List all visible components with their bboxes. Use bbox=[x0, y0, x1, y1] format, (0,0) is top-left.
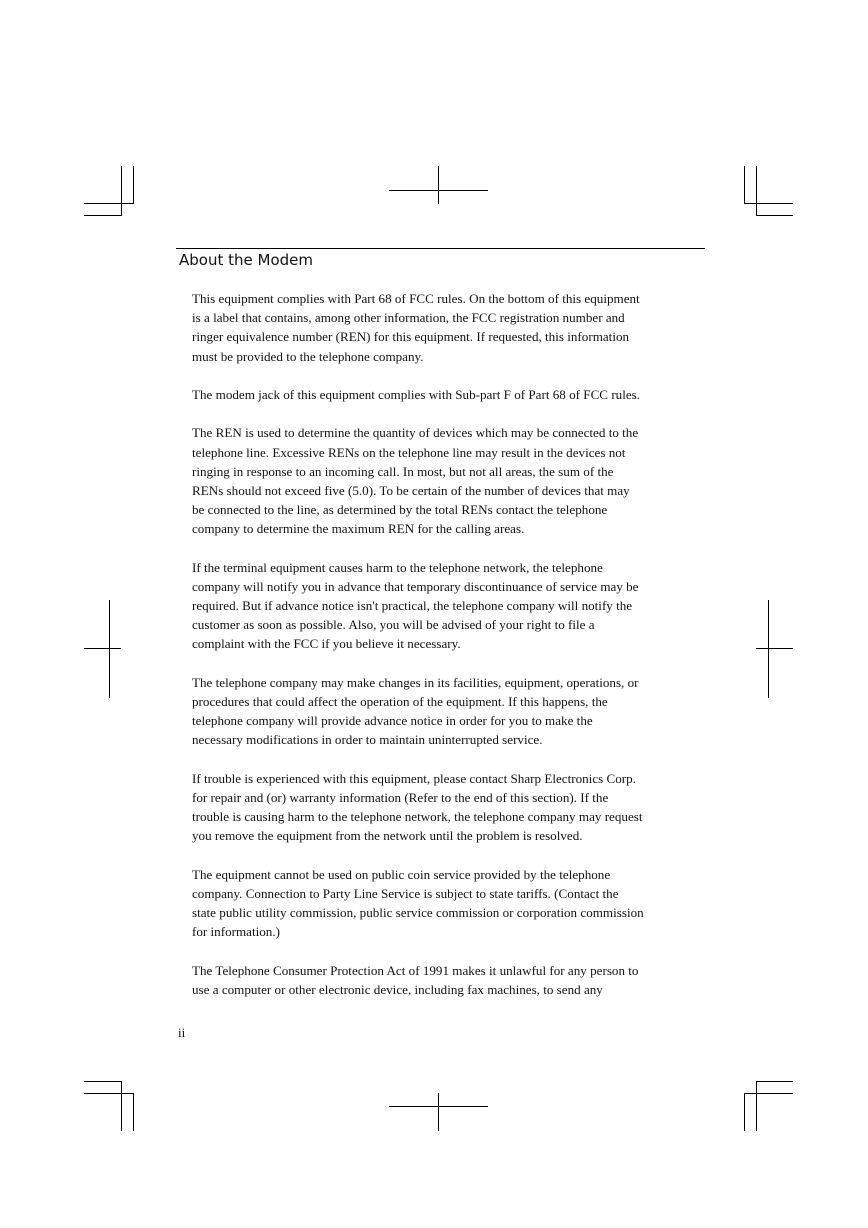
text-line: The REN is used to determine the quantity of devices which may be connected to the bbox=[192, 425, 639, 441]
text-line: If the terminal equipment causes harm to the telephone network, the telephone bbox=[192, 559, 603, 575]
text-line: is a label that contains, among other information, the FCC registration number and bbox=[192, 310, 625, 326]
text-line: The modem jack of this equipment complies with Sub-part F of Part 68 of FCC rules. bbox=[192, 386, 641, 402]
text-line: customer as soon as possible. Also, you will be advised of your right to file a bbox=[192, 617, 595, 633]
paragraph bbox=[192, 558, 704, 654]
text-line: The telephone company may make changes in its facilities, equipment, operations, or bbox=[192, 674, 639, 690]
text-line: required. But if advance notice isn't practical, the telephone company will notify the bbox=[192, 598, 633, 613]
text-line: be connected to the line, as determined by the total RENs contact the telephone bbox=[192, 502, 608, 518]
text-line: The Telephone Consumer Protection Act of 1991 makes it unlawful for any person to bbox=[192, 962, 639, 978]
paragraph bbox=[192, 961, 704, 999]
text-line: must be provided to the telephone company. bbox=[192, 348, 424, 364]
section-title: About the Modem bbox=[179, 251, 313, 269]
page-number: ii bbox=[178, 1025, 186, 1040]
text-line: If trouble is experienced with this equipment, please contact Sharp Electronics Corp. bbox=[192, 770, 636, 786]
text-line: company. Connection to Party Line Service is subject to state tariffs. (Contact the bbox=[192, 885, 619, 901]
paragraph bbox=[192, 769, 704, 846]
text-line: company will notify you in advance that temporary discontinuance of service may be bbox=[192, 578, 639, 594]
text-line: procedures that could affect the operation of the equipment. If this happens, the bbox=[192, 693, 608, 709]
text-line: ringing in response to an incoming call. In most, but not all areas, the sum of the bbox=[192, 463, 614, 479]
text-line: ringer equivalence number (REN) for this equipment. If requested, this information bbox=[192, 329, 630, 345]
paragraph bbox=[192, 289, 704, 366]
text-line: for information.) bbox=[192, 924, 280, 940]
text-line: This equipment complies with Part 68 of FCC rules. On the bottom of this equipment bbox=[192, 291, 640, 306]
text-line: necessary modifications in order to maintain uninterrupted service. bbox=[192, 732, 543, 748]
text-line: RENs should not exceed five (5.0). To be certain of the number of devices that may bbox=[192, 482, 630, 498]
paragraph bbox=[192, 385, 704, 404]
text-line: telephone line. Excessive RENs on the telephone line may result in the devices not bbox=[192, 444, 626, 460]
paragraph bbox=[192, 423, 704, 538]
paragraph bbox=[192, 673, 704, 750]
section-rule bbox=[176, 248, 705, 249]
text-line: The equipment cannot be used on public coin service provided by the telephone bbox=[192, 866, 611, 882]
text-line: telephone company will provide advance notice in order for you to make the bbox=[192, 713, 593, 729]
text-line: complaint with the FCC if you believe it necessary. bbox=[192, 636, 461, 652]
text-line: use a computer or other electronic device, including fax machines, to send any bbox=[192, 981, 603, 997]
body-text bbox=[192, 289, 704, 1018]
text-line: trouble is causing harm to the telephone network, the telephone company may request bbox=[192, 809, 643, 825]
paragraph bbox=[192, 865, 704, 942]
text-line: for repair and (or) warranty information (Refer to the end of this section). If the bbox=[192, 789, 609, 805]
text-line: state public utility commission, public service commission or corporation commission bbox=[192, 905, 644, 920]
text-line: company to determine the maximum REN for the calling areas. bbox=[192, 521, 525, 537]
text-line: you remove the equipment from the network until the problem is resolved. bbox=[192, 828, 583, 844]
